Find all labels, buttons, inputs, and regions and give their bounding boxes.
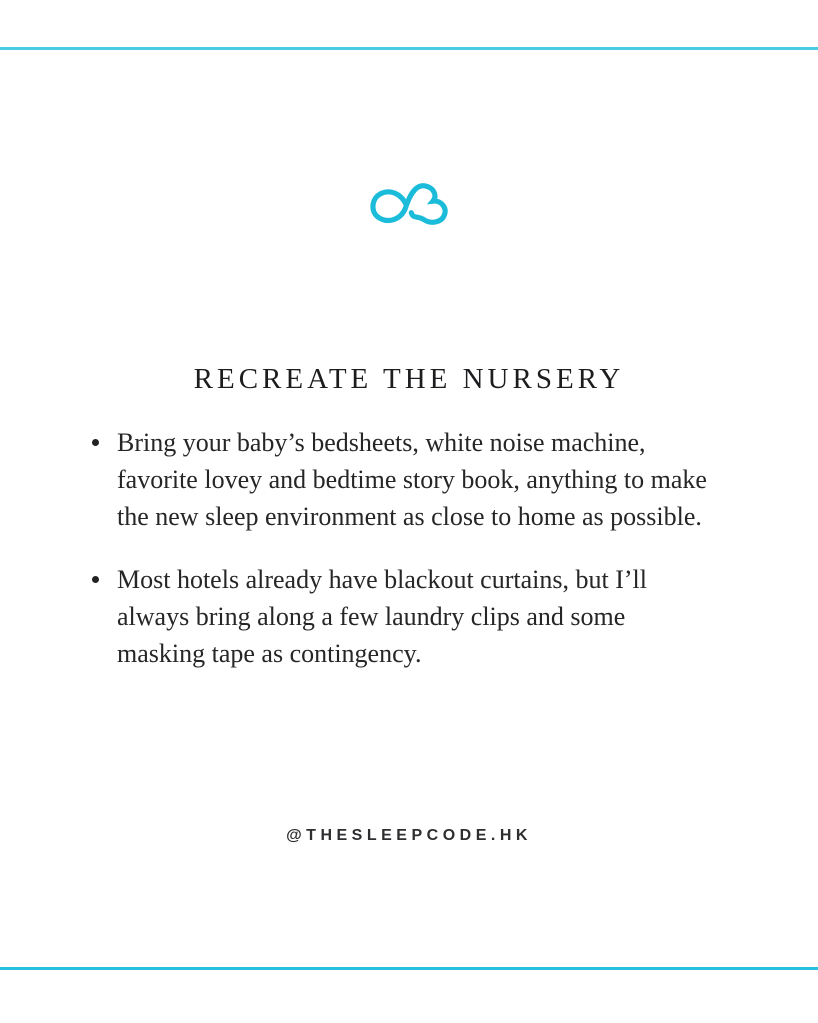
tips-list <box>90 424 715 698</box>
bullet-dot-icon <box>92 439 99 446</box>
cloud-logo-path <box>373 186 445 223</box>
list-item-text: Most hotels already have blackout curtains, but I’ll always bring along a few laundry clips and some masking tape as contingency. <box>117 565 647 668</box>
cloud-logo-icon <box>363 172 455 234</box>
page-title: RECREATE THE NURSERY <box>193 363 625 396</box>
bottom-divider-line <box>0 967 818 970</box>
list-item <box>90 561 715 672</box>
brand-logo <box>0 172 818 234</box>
list-item-text: Bring your baby’s bedsheets, white noise machine, favorite lovey and bedtime story book, anything to make the new sleep environment as close to home as possible. <box>117 428 707 531</box>
social-handle: @THESLEEPCODE.HK <box>286 827 532 844</box>
top-divider-line <box>0 47 818 50</box>
list-item <box>90 424 715 535</box>
bullet-dot-icon <box>92 576 99 583</box>
